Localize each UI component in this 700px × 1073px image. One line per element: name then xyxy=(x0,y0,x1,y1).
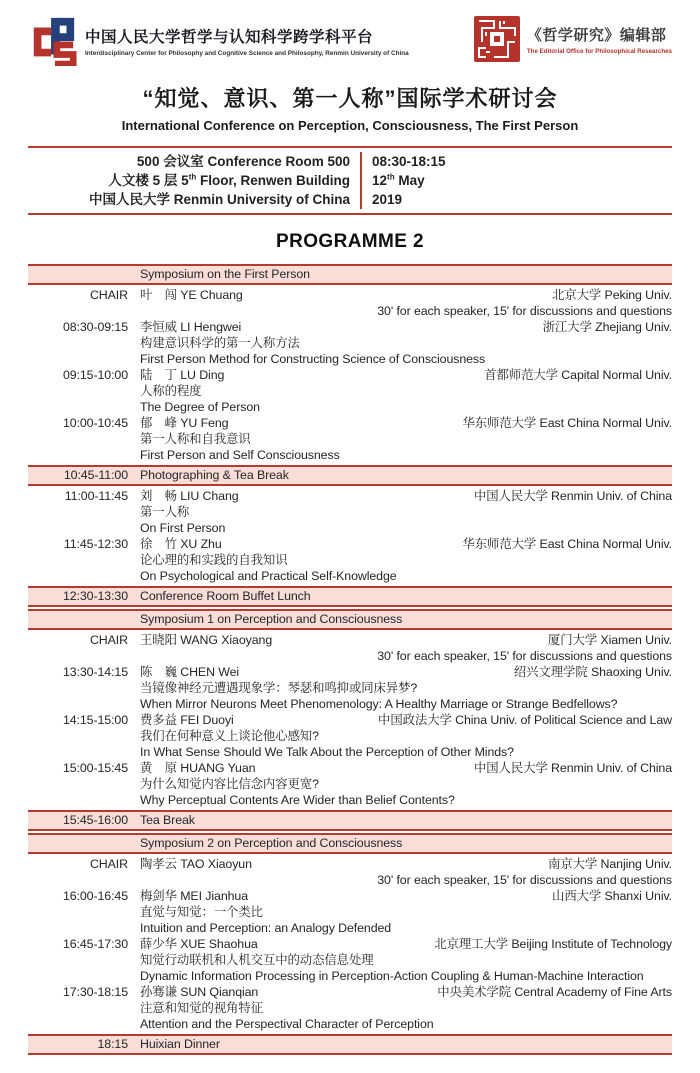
break-time: 12:30-13:30 xyxy=(62,589,128,603)
chair-label: CHAIR xyxy=(89,633,128,647)
break-time: 15:45-16:00 xyxy=(62,813,128,827)
schedule-table xyxy=(28,264,672,1055)
talk-title-cn: 构建意识科学的第一人称方法 xyxy=(140,336,300,350)
talk-row xyxy=(28,936,672,952)
date-column xyxy=(362,152,672,209)
talk-row xyxy=(28,415,672,431)
talk-row xyxy=(28,712,672,728)
talk-row xyxy=(28,760,672,776)
speaker-affiliation: 首都师范大学 Capital Normal Univ. xyxy=(484,368,672,382)
date: 12th May xyxy=(372,172,425,188)
chair-affiliation: 南京大学 Nanjing Univ. xyxy=(548,857,672,871)
chair-affiliation: 北京大学 Peking Univ. xyxy=(552,288,672,302)
talk-title-cn: 第一人称 xyxy=(140,505,190,519)
chair-name: 陶孝云 TAO Xiaoyun xyxy=(140,857,252,871)
conference-title-en: International Conference on Perception, Consciousness, The First Person xyxy=(121,118,579,133)
speaker-name: 梅剑华 MEI Jianhua xyxy=(140,889,248,903)
speaker-affiliation: 华东师范大学 East China Normal Univ. xyxy=(462,416,672,430)
talk-title-cn: 我们在何种意义上谈论他心感知? xyxy=(140,729,319,743)
talk-title-en: On Psychological and Practical Self-Knowledge xyxy=(140,569,397,583)
journal-logo xyxy=(474,16,672,62)
talk-time: 16:00-16:45 xyxy=(62,889,128,903)
timing-note: 30' for each speaker, 15' for discussions and questions xyxy=(377,873,672,887)
talk-title-en: First Person and Self Consciousness xyxy=(140,448,340,462)
speaker-affiliation: 中国人民大学 Renmin Univ. of China xyxy=(473,489,672,503)
speaker-name: 陈 巍 CHEN Wei xyxy=(140,665,240,679)
break-row xyxy=(28,1034,672,1055)
venue-column xyxy=(28,152,360,209)
talk-time: 16:45-17:30 xyxy=(62,937,128,951)
venue-floor: 人文楼 5 层 5th Floor, Renwen Building xyxy=(108,172,350,188)
talk-title-cn: 当镜像神经元遭遇现象学：琴瑟和鸣抑或同床异梦? xyxy=(140,681,418,695)
session-header-row xyxy=(28,609,672,630)
speaker-name: 陆 丁 LU Ding xyxy=(140,368,225,382)
session-time xyxy=(28,611,128,628)
talk-row xyxy=(28,888,672,904)
session-header-row xyxy=(28,833,672,854)
talk-block xyxy=(28,936,672,984)
chair-label: CHAIR xyxy=(89,288,128,302)
chair-row xyxy=(28,287,672,303)
speaker-affiliation: 绍兴文理学院 Shaoxing Univ. xyxy=(513,665,672,679)
talk-title-en: Why Perceptual Contents Are Wider than Belief Contents? xyxy=(140,793,455,807)
talk-title-en: First Person Method for Constructing Science of Consciousness xyxy=(140,352,486,366)
venue-date-box xyxy=(28,146,672,215)
talk-title-en: On First Person xyxy=(140,521,226,535)
platform-name-cn: 中国人民大学哲学与认知科学跨学科平台 xyxy=(85,29,374,46)
venue-room: 500 会议室 Conference Room 500 xyxy=(136,154,350,169)
session-title: Symposium 1 on Perception and Consciousness xyxy=(140,612,403,626)
chair-name: 叶 闯 YE Chuang xyxy=(140,288,243,302)
talk-time: 11:00-11:45 xyxy=(64,489,128,503)
speaker-affiliation: 华东师范大学 East China Normal Univ. xyxy=(462,537,672,551)
platform-name-en: Interdisciplinary Center for Philosophy and Cognitive Science and Philosophy, Renmin University of China xyxy=(85,50,409,57)
break-row xyxy=(28,465,672,486)
programme-heading: PROGRAMME 2 xyxy=(276,231,424,252)
speaker-name: 黄 原 HUANG Yuan xyxy=(140,761,256,775)
talk-time: 17:30-18:15 xyxy=(62,985,128,999)
talk-time: 10:00-10:45 xyxy=(62,416,128,430)
session-time xyxy=(28,835,128,852)
talk-block xyxy=(28,536,672,584)
chair-name: 王晓阳 WANG Xiaoyang xyxy=(140,633,273,647)
talk-title-cn: 直觉与知觉：一个类比 xyxy=(140,905,263,919)
talk-title-cn: 论心理的和实践的自我知识 xyxy=(140,553,288,567)
talk-title-cn: 为什么知觉内容比信念内容更宽? xyxy=(140,777,319,791)
session-time xyxy=(28,266,128,283)
journal-name-en: The Editorial Office for Philosophical Researches xyxy=(526,47,672,55)
break-label: Tea Break xyxy=(140,813,195,827)
speaker-name: 薛少华 XUE Shaohua xyxy=(140,937,258,951)
break-row xyxy=(28,810,672,831)
talk-title-en: Attention and the Perspectival Character of Perception xyxy=(140,1017,434,1031)
speaker-name: 刘 畅 LIU Chang xyxy=(140,489,239,503)
speaker-affiliation: 山西大学 Shanxi Univ. xyxy=(552,889,672,903)
platform-logo xyxy=(28,16,409,66)
speaker-affiliation: 中国人民大学 Renmin Univ. of China xyxy=(473,761,672,775)
break-row xyxy=(28,586,672,607)
journal-logo-text xyxy=(527,24,672,55)
talk-block xyxy=(28,888,672,936)
break-time: 18:15 xyxy=(97,1037,128,1051)
talk-title-en: Dynamic Information Processing in Perception-Action Coupling & Human-Machine Interaction xyxy=(140,969,644,983)
talk-title-en: In What Sense Should We Talk About the Perception of Other Minds? xyxy=(140,745,514,759)
talk-time: 13:30-14:15 xyxy=(62,665,128,679)
talk-block xyxy=(28,367,672,415)
talk-title-en: When Mirror Neurons Meet Phenomenology: A Healthy Marriage or Strange Bedfellows? xyxy=(140,697,618,711)
talk-row xyxy=(28,488,672,504)
talk-row xyxy=(28,664,672,680)
talk-row xyxy=(28,319,672,335)
talk-title-cn: 人称的程度 xyxy=(140,384,202,398)
speaker-affiliation: 中国政法大学 China Univ. of Political Science and Law xyxy=(378,713,672,727)
venue-university: 中国人民大学 Renmin University of China xyxy=(88,192,350,207)
page-header xyxy=(28,16,672,66)
talk-title-cn: 注意和知觉的视角特征 xyxy=(140,1001,263,1015)
speaker-name: 徐 竹 XU Zhu xyxy=(140,537,222,551)
talk-time: 14:15-15:00 xyxy=(62,713,128,727)
break-label: Photographing & Tea Break xyxy=(140,468,289,482)
talk-row xyxy=(28,367,672,383)
talk-block xyxy=(28,488,672,536)
talk-block xyxy=(28,712,672,760)
speaker-affiliation: 浙江大学 Zhejiang Univ. xyxy=(542,320,672,334)
timing-note: 30' for each speaker, 15' for discussions and questions xyxy=(377,649,672,663)
session-header-row xyxy=(28,264,672,285)
talk-block xyxy=(28,984,672,1032)
timing-note: 30' for each speaker, 15' for discussions and questions xyxy=(377,304,672,318)
chair-label: CHAIR xyxy=(89,857,128,871)
platform-logo-text xyxy=(85,25,409,57)
talk-block xyxy=(28,319,672,367)
talk-title-en: Intuition and Perception: an Analogy Defended xyxy=(140,921,392,935)
chair-affiliation: 厦门大学 Xiamen Univ. xyxy=(547,633,672,647)
talk-row xyxy=(28,536,672,552)
talk-title-cn: 知觉行动联机和人机交互中的动态信息处理 xyxy=(140,953,374,967)
journal-name-cn: 《哲学研究》编辑部 xyxy=(526,26,667,44)
break-label: Huixian Dinner xyxy=(140,1037,220,1051)
talk-row xyxy=(28,984,672,1000)
break-time: 10:45-11:00 xyxy=(63,468,128,482)
chair-row xyxy=(28,632,672,648)
talk-title-cn: 第一人称和自我意识 xyxy=(140,432,251,446)
chair-row xyxy=(28,856,672,872)
talk-block xyxy=(28,415,672,463)
session-title: Symposium on the First Person xyxy=(140,267,310,281)
talk-title-en: The Degree of Person xyxy=(140,400,260,414)
journal-seal-icon xyxy=(474,16,520,62)
break-label: Conference Room Buffet Lunch xyxy=(140,589,311,603)
speaker-affiliation: 中央美术学院 Central Academy of Fine Arts xyxy=(437,985,672,999)
speaker-affiliation: 北京理工大学 Beijing Institute of Technology xyxy=(434,937,672,951)
talk-time: 09:15-10:00 xyxy=(62,368,128,382)
talk-block xyxy=(28,664,672,712)
speaker-name: 郁 峰 YU Feng xyxy=(140,416,229,430)
speaker-name: 孙骞谦 SUN Qianqian xyxy=(140,985,259,999)
conference-title-cn: “知觉、意识、第一人称”国际学术研讨会 xyxy=(142,86,558,111)
talk-time: 08:30-09:15 xyxy=(62,320,128,334)
session-title: Symposium 2 on Perception and Consciousness xyxy=(140,836,403,850)
platform-logo-icon xyxy=(28,16,78,66)
talk-time: 15:00-15:45 xyxy=(62,761,128,775)
speaker-name: 费多益 FEI Duoyi xyxy=(140,713,234,727)
time-range: 08:30-18:15 xyxy=(372,154,446,169)
speaker-name: 李恒威 LI Hengwei xyxy=(140,320,242,334)
talk-time: 11:45-12:30 xyxy=(63,537,128,551)
year: 2019 xyxy=(372,192,403,207)
talk-block xyxy=(28,760,672,808)
